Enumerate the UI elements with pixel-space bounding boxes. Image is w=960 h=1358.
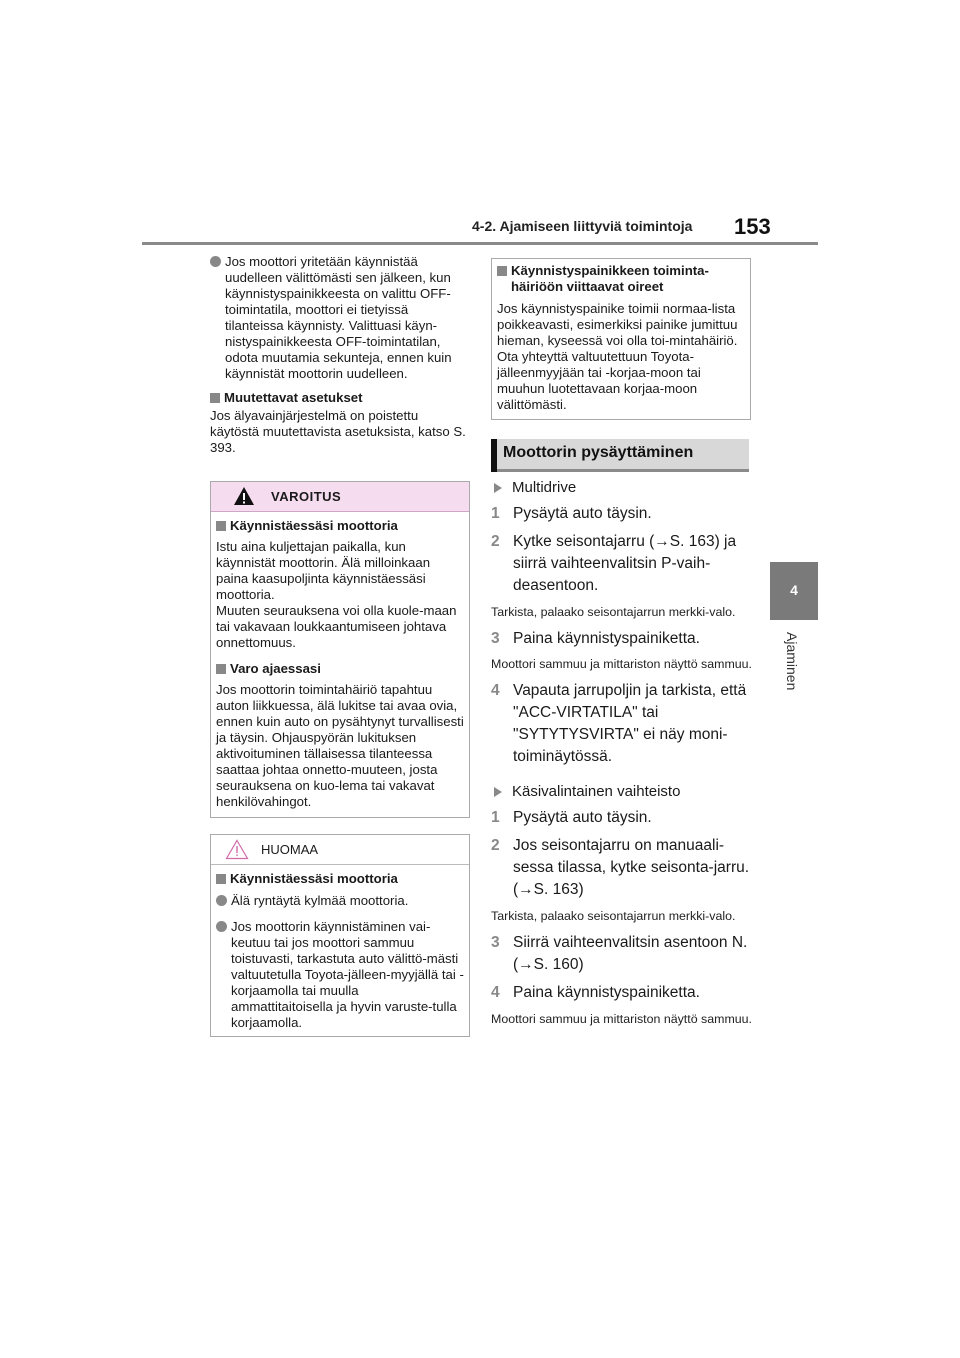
step-text: Paina käynnistyspainiketta.: [513, 630, 700, 647]
warning-box: [210, 481, 470, 818]
variant-heading-manual: [491, 782, 753, 802]
step-number: 2: [491, 837, 500, 854]
step-note: Tarkista, palaako seisontajarrun merkki-valo.: [491, 909, 736, 923]
variant-heading-text: Käsivalintainen vaihteisto: [512, 783, 681, 800]
step-item: [491, 807, 753, 829]
arrow-right-icon: [494, 483, 502, 493]
chapter-number: 4: [790, 582, 798, 598]
step-item: [491, 680, 753, 768]
step-note: Moottori sammuu ja mittariston näyttö sammuu.: [491, 657, 752, 671]
step-item: [491, 835, 753, 901]
step-text: Pysäytä auto täysin.: [513, 505, 652, 522]
step-number: 1: [491, 505, 500, 522]
step-number: 4: [491, 984, 500, 1001]
warning-triangle-icon: [233, 486, 255, 506]
step-number: 3: [491, 630, 500, 647]
right-column: [491, 478, 753, 1026]
warning-title: VAROITUS: [271, 489, 342, 504]
caution-triangle-icon: [225, 839, 249, 860]
arrow-right-icon: [494, 787, 502, 797]
paragraph: Jos älyavainjärjestelmä on poistettu käytöstä muutettavista asetuksista, katso S. 393.: [210, 408, 466, 455]
malfunction-body: [492, 259, 750, 413]
malfunction-subheading-text: Käynnistyspainikkeen toiminta-häiriöön viittaavat oireet: [511, 263, 709, 294]
notice-bullet: [216, 893, 464, 909]
malfunction-box: [491, 258, 751, 420]
step-number: 4: [491, 682, 500, 699]
bullet-dot-icon: [216, 895, 227, 906]
section-title-text: Moottorin pysäyttäminen: [503, 444, 694, 461]
warning-body: [211, 512, 469, 810]
bullet-text: Jos moottori yritetään käynnistää uudelleen välittömästi sen jälkeen, kun käynnistyspainikkeesta on valittu OFF-toimintatila, moottori ei tietyissä tilanteissa käynnisty. Valittuasi käyn-nistyspainikkeesta OFF-toimintatilan, odota muutamia sekunteja, ennen kuin käynnistät moottorin uudelleen.: [225, 254, 452, 381]
variant-heading-multidrive: [491, 478, 753, 498]
step-item: [491, 932, 753, 976]
step-note: Tarkista, palaako seisontajarrun merkki-valo.: [491, 605, 736, 619]
step-item: [491, 531, 753, 597]
chapter-label: Ajaminen: [784, 632, 800, 691]
notice-subheading-text: Käynnistäessäsi moottoria: [230, 871, 398, 886]
notice-title: HUOMAA: [261, 842, 319, 857]
header-divider: [142, 242, 818, 245]
step-text: Siirrä vaihteenvalitsin asentoon N. (→S. 160): [513, 934, 748, 973]
square-bullet-icon: [497, 266, 507, 276]
subheading-text: Muutettavat asetukset: [224, 390, 363, 405]
notice-bullet-text: Älä ryntäytä kylmää moottoria.: [231, 893, 409, 908]
notice-box: [210, 834, 470, 1037]
section-title-bar: [491, 439, 497, 472]
step-text: Pysäytä auto täysin.: [513, 809, 652, 826]
square-bullet-icon: [210, 393, 220, 403]
bullet-dot-icon: [216, 921, 227, 932]
notice-bullet: [216, 919, 464, 1031]
notice-bullet-text: Jos moottorin käynnistäminen vai-keutuu tai jos moottori sammuu toistuvasti, tarkastuta auto välittö-mästi valtuutetulla Toyota-jälleen-myyjällä tai -korjaamolla tai muulla ammattitaitoisella ja hyvin varuste-tulla korjaamolla.: [231, 919, 464, 1030]
warning-text: Jos moottorin toimintahäiriö tapahtuu auton liikkuessa, älä lukitse tai avaa ovia, ennen kuin auto on pysähtynyt turvallisesti ja täysin. Ohjauspyörän lukituksen aktivoituminen tällaisessa tilanteessa saattaa johtaa onnetto-muuteen, josta seurauksena on kuo-lema tai vakavat henkilövahingot.: [216, 682, 464, 809]
step-item: [491, 503, 753, 525]
step-note: Moottori sammuu ja mittariston näyttö sammuu.: [491, 1012, 752, 1026]
variant-heading-text: Multidrive: [512, 479, 577, 496]
square-bullet-icon: [216, 874, 226, 884]
step-number: 3: [491, 934, 500, 951]
square-bullet-icon: [216, 521, 226, 531]
warning-subheading: [216, 661, 464, 677]
malfunction-text: Jos käynnistyspainike toimii normaa-lista poikkeavasti, esimerkiksi painike jumittuu hieman, kyseessä voi olla toi-mintahäiriö. Ota yhteyttä valtuutettuun Toyota-jälleenmyyjään tai -korjaa-moon tai muuhun luotettavaan korjaa-moon välittömästi.: [497, 301, 738, 412]
warning-subheading-text: Varo ajaessasi: [230, 661, 321, 676]
step-item: [491, 982, 753, 1004]
subheading: [210, 390, 468, 406]
step-item: [491, 628, 753, 650]
warning-text: Istu aina kuljettajan paikalla, kun käynnistät moottorin. Älä milloinkaan paina kaasupoljinta käynnistäessäsi moottoria.: [216, 539, 431, 602]
step-text: Kytke seisontajarru (→S. 163) ja siirrä vaihteenvalitsin P-vaih-deasentoon.: [513, 533, 737, 594]
step-number: 1: [491, 809, 500, 826]
step-text: Vapauta jarrupoljin ja tarkista, että "ACC-VIRTATILA" tai "SYTYTYSVIRTA" ei näy moni-toiminäytössä.: [513, 682, 747, 765]
warning-subheading-text: Käynnistäessäsi moottoria: [230, 518, 398, 533]
warning-header: [211, 482, 469, 512]
bullet-dot-icon: [210, 256, 221, 267]
left-column: [210, 254, 468, 456]
notice-body: [211, 865, 469, 1031]
notice-header: [211, 835, 469, 865]
step-text: Paina käynnistyspainiketta.: [513, 984, 700, 1001]
step-number: 2: [491, 533, 500, 550]
bullet-item: [210, 254, 468, 382]
section-title: [491, 439, 749, 472]
malfunction-subheading: [497, 263, 745, 295]
header-section-title: 4-2. Ajamiseen liittyviä toimintoja: [472, 218, 693, 234]
warning-text: Muuten seurauksena voi olla kuole-maan tai vakavaan loukkaantumiseen johtava onnettomuus.: [216, 603, 457, 650]
page-number: 153: [734, 214, 771, 239]
square-bullet-icon: [216, 664, 226, 674]
step-text: Jos seisontajarru on manuaali-sessa tilassa, kytke seisonta-jarru. (→S. 163): [513, 837, 750, 898]
warning-subheading: [216, 518, 464, 534]
notice-subheading: [216, 871, 464, 887]
